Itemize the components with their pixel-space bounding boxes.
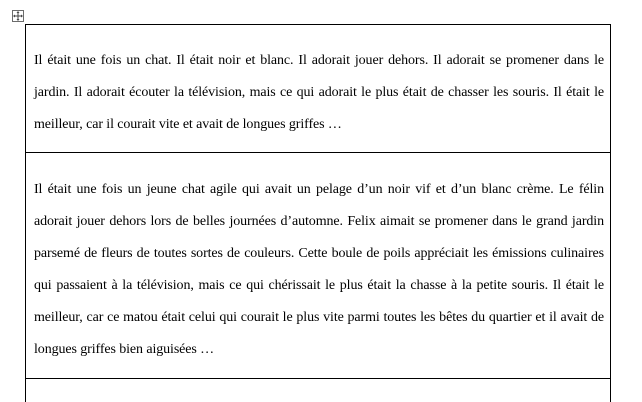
table-cell-2[interactable] bbox=[26, 153, 610, 379]
cell-1-paragraph[interactable]: Il était une fois un chat. Il était noir et blanc. Il adorait jouer dehors. Il adorait se promener dans le jardin. Il adorait écouter la télévision, mais ce qui adorait le plus était de chasser les souris. Il était le meilleur, car il courait vite et avait de longues griffes … bbox=[34, 53, 604, 132]
table-move-handle-icon[interactable] bbox=[12, 10, 24, 22]
table-cell-1[interactable] bbox=[26, 25, 610, 153]
cell-2-paragraph[interactable]: Il était une fois un jeune chat agile qui avait un pelage d’un noir vif et d’un blanc crème. Le félin adorait jouer dehors lors de belles journées d’automne. Felix aimait se promener dans le grand jardin parsemé de fleurs de toutes sortes de couleurs. Cette boule de poils appréciait les émissions culinaires qui passaient à la télévision, mais ce qui chérissait le plus était la chasse à la petite souris. Il était le meilleur, car ce matou était celui qui courait le plus vite parmi toutes les bêtes du quartier et il avait de longues griffes bien aiguisées … bbox=[34, 182, 604, 357]
table-cell-3[interactable] bbox=[26, 379, 610, 402]
document-table bbox=[25, 24, 611, 402]
four-arrow-move-icon bbox=[13, 11, 23, 21]
